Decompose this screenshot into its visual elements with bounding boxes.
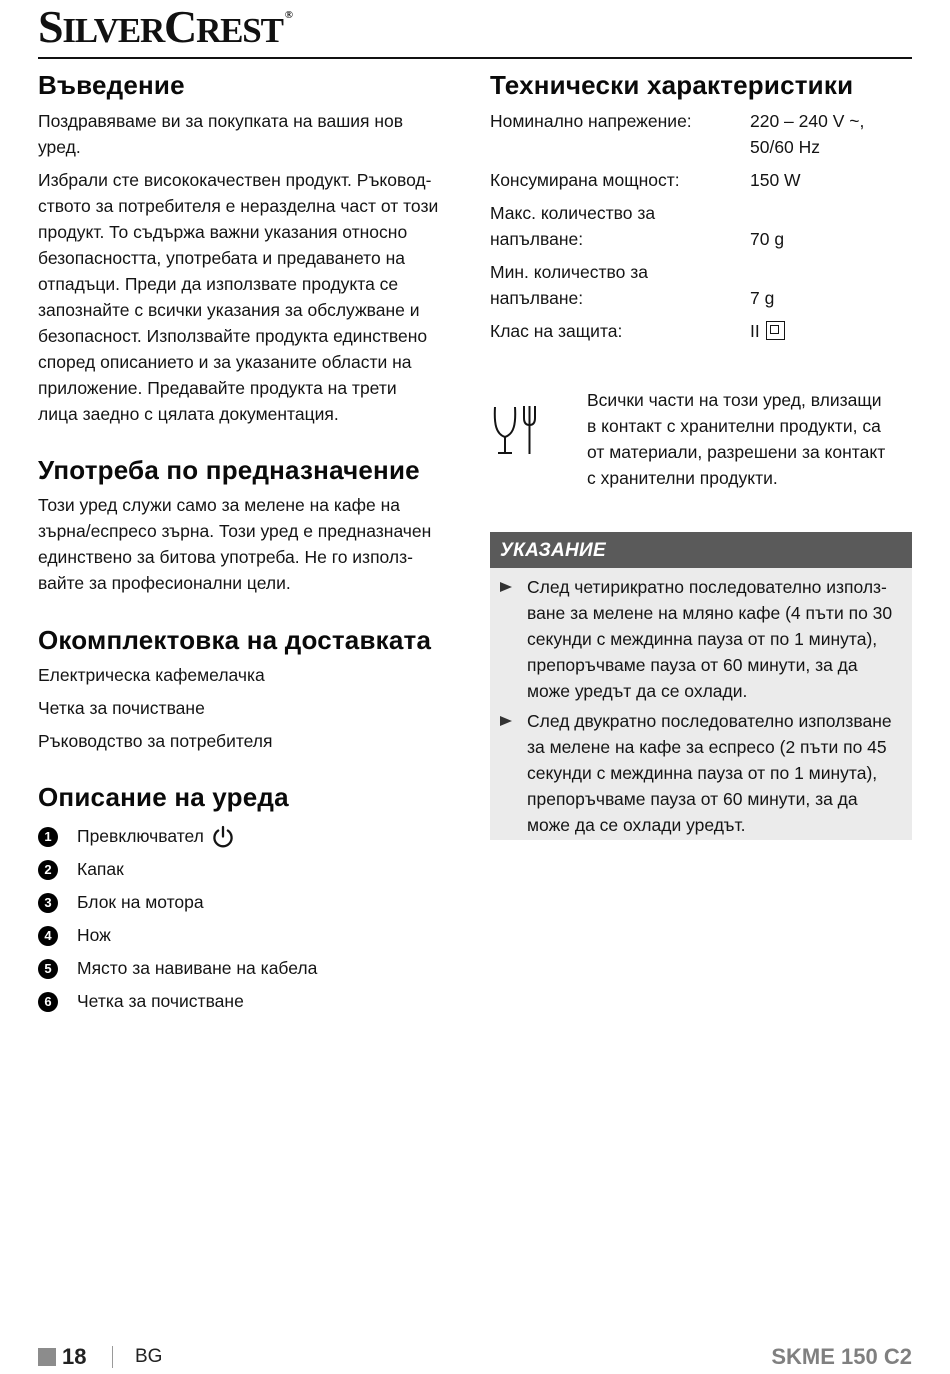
number-badge: 2: [38, 860, 58, 880]
text-line: Този уред служи само за мелене на кафе на: [38, 495, 401, 515]
part-label: Място за навиване на кабела: [77, 958, 318, 978]
footer-square-mark: [38, 1348, 56, 1366]
technical-data-table: [490, 108, 912, 344]
text-line: продукт. То съдържа важни указания относно: [38, 222, 408, 242]
text-line: уред.: [38, 137, 81, 157]
text-line: може уредът да се охлади.: [527, 681, 748, 701]
spec-label: [490, 259, 750, 311]
text-line: 150 W: [750, 170, 801, 190]
text-line: за мелене на кафе за еспресо (2 пъти по 45: [527, 737, 887, 757]
description-heading: Описание на уреда: [38, 782, 289, 812]
text-line: вайте за професионални цели.: [38, 573, 291, 593]
registered-mark: ®: [284, 9, 293, 21]
logo-letter: C: [164, 1, 197, 52]
text-line: зърна/еспресо зърна. Този уред е предназначен: [38, 521, 432, 541]
list-item: Ръководство за потребителя: [38, 731, 273, 751]
text-line: ството за потребителя е неразделна част от този: [38, 196, 439, 216]
number-badge: 4: [38, 926, 58, 946]
food-safe-glass-fork-icon: [491, 402, 541, 458]
number-badge: 6: [38, 992, 58, 1012]
text-line: напълване:: [490, 288, 584, 308]
text-line: Поздравяваме ви за покупката на вашия нов: [38, 111, 404, 131]
text-line: Номинално напрежение:: [490, 111, 692, 131]
text-line: може да се охлади уредът.: [527, 815, 746, 835]
text-line: Избрали сте висококачествен продукт. Ръковод-: [38, 170, 432, 190]
spec-value: [750, 108, 912, 160]
spec-label: [490, 167, 750, 193]
text-line: 220 – 240 V ~,: [750, 111, 865, 131]
text-line: 7 g: [750, 288, 775, 308]
spec-value: [750, 318, 912, 344]
scope-of-delivery-heading: Окомплектовка на доставката: [38, 625, 432, 655]
text-line: препоръчваме пауза от 60 минути, за да: [527, 789, 858, 809]
note-body: [490, 568, 912, 840]
parts-list-item: [38, 886, 462, 919]
text-line: След двукратно последователно използване: [527, 711, 892, 731]
spec-label: [490, 108, 750, 134]
parts-list: [38, 820, 462, 1018]
language-code: BG: [135, 1346, 163, 1367]
spec-value: [750, 226, 912, 252]
header-rule: [38, 57, 912, 59]
part-label: Капак: [77, 859, 124, 879]
footer-divider: [112, 1346, 113, 1368]
scope-of-delivery-list: [38, 659, 462, 758]
number-badge: 1: [38, 827, 58, 847]
part-label: Блок на мотора: [77, 892, 204, 912]
note-item: [527, 574, 904, 704]
logo-letters: REST: [196, 11, 283, 50]
part-label: Нож: [77, 925, 111, 945]
parts-list-item: [38, 952, 462, 985]
intro-paragraph-2: [38, 167, 462, 427]
model-number: SKME 150 C2: [771, 1344, 912, 1369]
text-line: Консумирана мощност:: [490, 170, 680, 190]
page-number: 18: [62, 1344, 87, 1369]
text-line: с хранителни продукти.: [587, 468, 778, 488]
bullet-arrow-icon: [500, 716, 512, 726]
parts-list-item: [38, 985, 462, 1018]
text-line: Клас на защита:: [490, 321, 623, 341]
text-line: в контакт с хранителни продукти, са: [587, 416, 881, 436]
intro-heading: Въведение: [38, 70, 185, 100]
text-line: безопасността, употребата и предаването на: [38, 248, 405, 268]
technical-data-heading: Технически характеристики: [490, 70, 854, 100]
power-icon: [211, 825, 235, 849]
bullet-arrow-icon: [500, 582, 512, 592]
text-line: от материали, разрешени за контакт: [587, 442, 886, 462]
food-safe-text: [587, 387, 910, 491]
number-badge: 3: [38, 893, 58, 913]
spec-value: [750, 167, 912, 193]
text-line: препоръчваме пауза от 60 минути, за да: [527, 655, 858, 675]
class-ii-icon-inner: [770, 325, 779, 334]
text-line: безопасност. Използвайте продукта единствено: [38, 326, 428, 346]
text-line: секунди с междинна пауза от по 1 минута),: [527, 763, 878, 783]
text-line: приложение. Предавайте продукта на трети: [38, 378, 397, 398]
note-title: УКАЗАНИЕ: [490, 532, 912, 568]
text-line: Макс. количество за: [490, 203, 656, 223]
text-line: ване за мелене на мляно кафе (4 пъти по 30: [527, 603, 893, 623]
text-line: [750, 318, 912, 344]
intended-use-paragraph: [38, 492, 462, 596]
text-line: Мин. количество за: [490, 262, 648, 282]
number-badge: 5: [38, 959, 58, 979]
parts-list-item: [38, 919, 462, 952]
text-line: Всички части на този уред, влизащи: [587, 390, 882, 410]
logo-letters: ILVER: [62, 11, 165, 50]
logo-letter: S: [38, 1, 63, 52]
intro-paragraph-1: [38, 108, 462, 160]
spec-value: [750, 285, 912, 311]
parts-list-item: [38, 820, 462, 853]
text-line: секунди с междинна пауза от по 1 минута),: [527, 629, 878, 649]
intended-use-heading: Употреба по предназначение: [38, 455, 420, 485]
note-box: [490, 532, 912, 840]
text-line: напълване:: [490, 229, 584, 249]
text-line: 50/60 Hz: [750, 137, 821, 157]
text-line: лица заедно с цялата документация.: [38, 404, 339, 424]
class-ii-icon: [766, 321, 785, 340]
spec-label: [490, 318, 750, 344]
text-line: След четирикратно последователно използ-: [527, 577, 887, 597]
text-line: 70 g: [750, 229, 785, 249]
text-line: според описанието и за указаните области на: [38, 352, 412, 372]
brand-logo: [38, 1, 293, 52]
list-item: Електрическа кафемелачка: [38, 665, 265, 685]
protection-class-text: II: [750, 321, 760, 341]
parts-list-item: [38, 853, 462, 886]
part-label: Превключвател: [77, 826, 204, 846]
list-item: Четка за почистване: [38, 698, 205, 718]
text-line: запознайте с всички указания за обслужване и: [38, 300, 420, 320]
spec-label: [490, 200, 750, 252]
note-item: [527, 708, 904, 838]
text-line: отпадъци. Преди да използвате продукта се: [38, 274, 399, 294]
text-line: единствено за битова употреба. Не го използ-: [38, 547, 413, 567]
part-label: Четка за почистване: [77, 991, 244, 1011]
